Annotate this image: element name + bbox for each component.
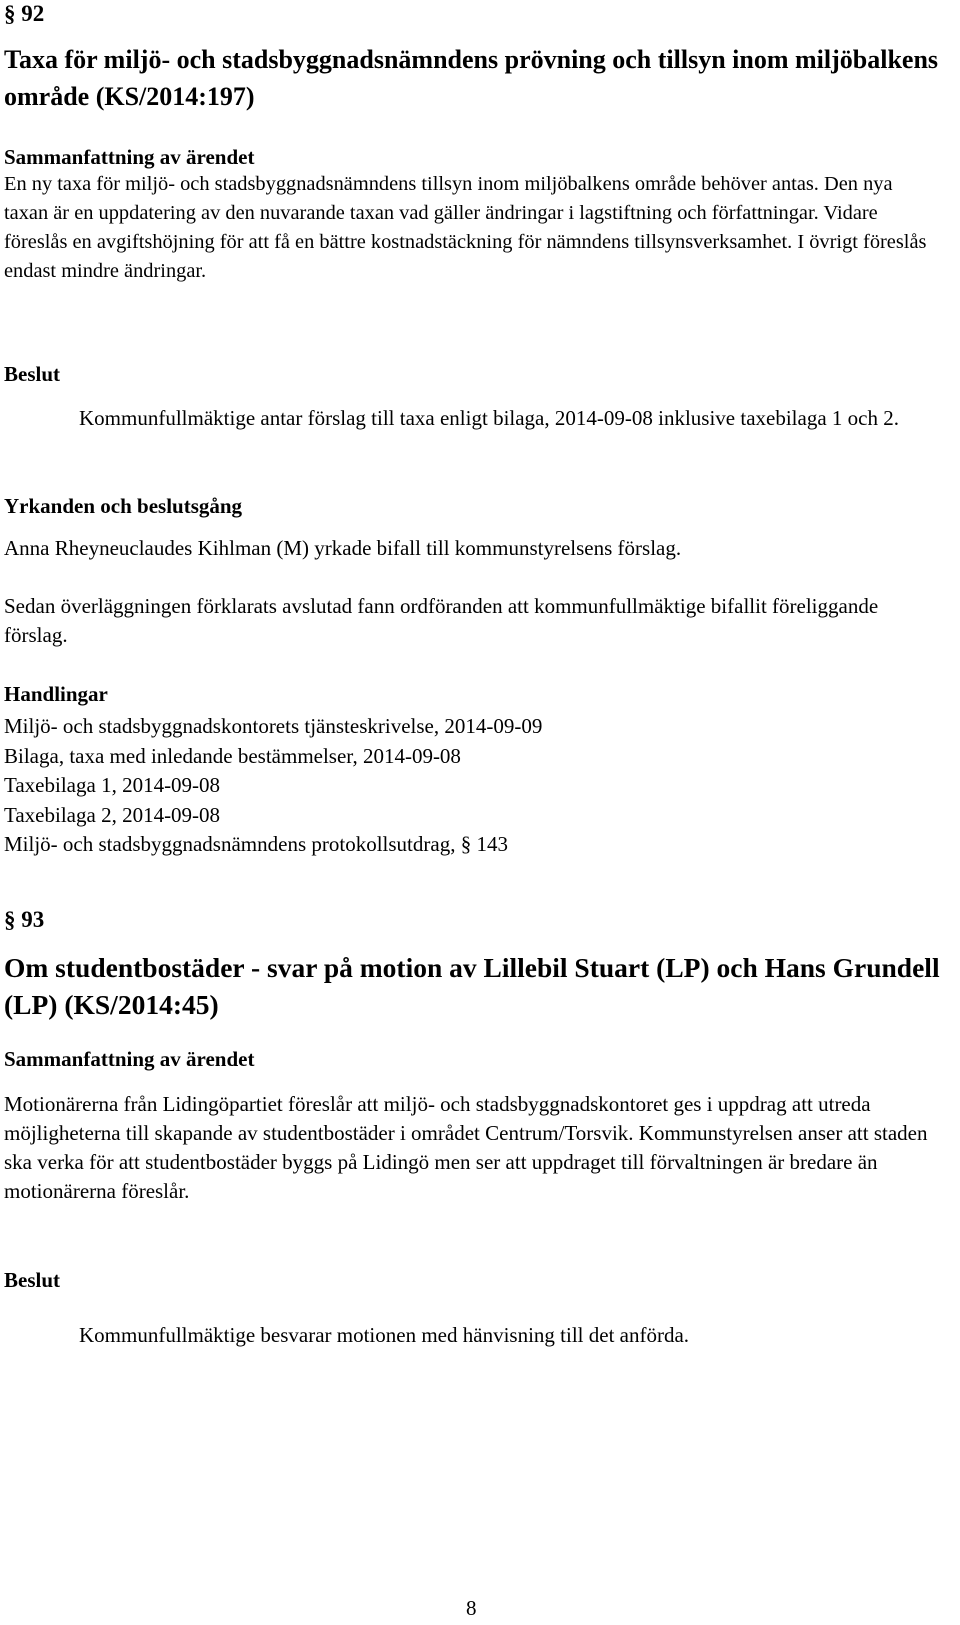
- summary-heading: Sammanfattning av ärendet: [4, 1047, 255, 1071]
- decision-heading: Beslut: [4, 1268, 61, 1292]
- section-number: § 92: [4, 1, 45, 26]
- decision-text: Kommunfullmäktige besvarar motionen med hänvisning till det anförda.: [79, 1323, 690, 1347]
- summary-text: Motionärerna från Lidingöpartiet föreslår att miljö- och stadsbyggnadskontoret ges i uppdrag att utreda möjligheterna till skapande av studentbostäder i området Centrum/Torsvik. Kommunstyrelsen anser att staden ska verka för att studentbostäder byggs på Lidingö men ser att uppdraget till förvaltningen är bredare än motionärerna föreslår.: [4, 1092, 928, 1203]
- document-item: Taxebilaga 2, 2014-09-08: [4, 802, 221, 827]
- motions-conclusion-text: Sedan överläggningen förklarats avslutad fann ordföranden att kommunfullmäktige bifallit föreliggande förslag.: [4, 594, 879, 647]
- documents-list: [4, 712, 542, 860]
- decision-text: Kommunfullmäktige antar förslag till taxa enligt bilaga, 2014-09-08 inklusive taxebilaga 1 och 2.: [79, 406, 899, 430]
- section-number: § 93: [4, 907, 45, 932]
- document-item: Bilaga, taxa med inledande bestämmelser, 2014-09-08: [4, 743, 461, 768]
- summary-text: En ny taxa för miljö- och stadsbyggnadsnämndens tillsyn inom miljöbalkens område behöver antas. Den nya taxan är en uppdatering av den nuvarande taxan vad gäller ändringar i lagstiftning och författningar. Vidare föreslås en avgiftshöjning för att få en bättre kostnadstäckning för nämndens tillsynsverksamhet. I övrigt föreslås endast mindre ändringar.: [4, 173, 927, 282]
- page-number: 8: [466, 1596, 477, 1620]
- motions-text: Anna Rheyneuclaudes Kihlman (M) yrkade bifall till kommunstyrelsens förslag.: [4, 536, 682, 560]
- document-item: Taxebilaga 1, 2014-09-08: [4, 773, 221, 797]
- decision-heading: Beslut: [4, 362, 61, 386]
- document-item: Miljö- och stadsbyggnadskontorets tjänsteskrivelse, 2014-09-09: [4, 714, 543, 738]
- summary-heading: Sammanfattning av ärendet: [4, 145, 255, 169]
- section-title: Om studentbostäder - svar på motion av Lillebil Stuart (LP) och Hans Grundell (LP) (KS/2014:45): [4, 952, 940, 1020]
- document-item: Miljö- och stadsbyggnadsnämndens protokollsutdrag, § 143: [4, 832, 508, 856]
- section-title: Taxa för miljö- och stadsbyggnadsnämndens prövning och tillsyn inom miljöbalkens område (KS/2014:197): [4, 45, 939, 111]
- motions-heading: Yrkanden och beslutsgång: [4, 494, 243, 518]
- documents-heading: Handlingar: [4, 682, 108, 706]
